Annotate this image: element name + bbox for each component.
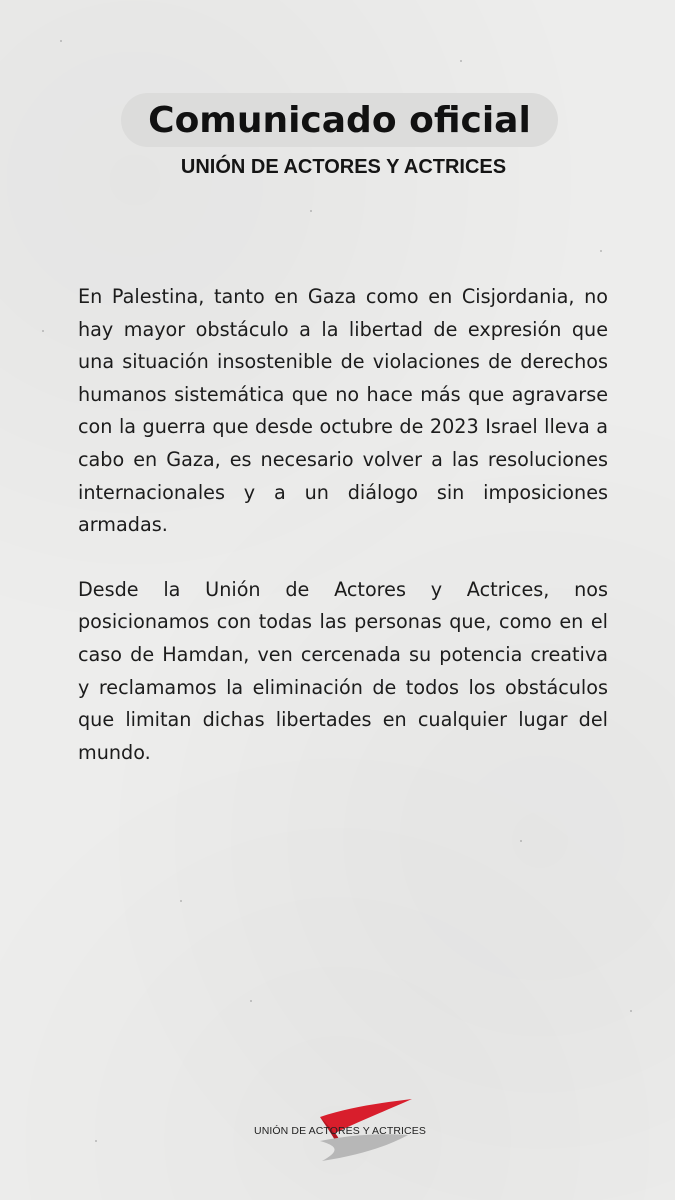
- paper-speck: [42, 330, 44, 332]
- paper-speck: [95, 1140, 97, 1142]
- paper-speck: [250, 1000, 252, 1002]
- paper-speck: [310, 210, 312, 212]
- paper-speck: [630, 1010, 632, 1012]
- logo-wordmark: UNIÓN DE ACTORES Y ACTRICES: [254, 1125, 426, 1137]
- statement-paragraph: Desde la Unión de Actores y Actrices, nos posicionamos con todas las personas que, como en el caso de Hamdan, ven cercenada su potencia creativa y reclamamos la eliminación de todos los obstáculos que limitan dichas libertades en cualquier lugar del mundo.: [78, 577, 608, 764]
- paper-speck: [60, 40, 62, 42]
- paper-speck: [520, 840, 522, 842]
- paper-speck: [180, 900, 182, 902]
- page-title: Comunicado oficial: [148, 99, 531, 141]
- page-subtitle: UNIÓN DE ACTORES Y ACTRICES: [180, 156, 507, 178]
- organization-logo: [250, 1095, 430, 1165]
- statement-paragraph: En Palestina, tanto en Gaza como en Cisjordania, no hay mayor obstáculo a la libertad de expresión que una situación insostenible de violaciones de derechos humanos sistemática que no hace más que agravarse con la guerra que desde octubre de 2023 Israel lleva a cabo en Gaza, es necesario volver a las resoluciones internacionales y a un diálogo sin imposiciones armadas.: [78, 285, 608, 537]
- title-pill: [121, 93, 558, 147]
- paper-speck: [460, 60, 462, 62]
- statement-body: [78, 281, 608, 769]
- paper-speck: [600, 250, 602, 252]
